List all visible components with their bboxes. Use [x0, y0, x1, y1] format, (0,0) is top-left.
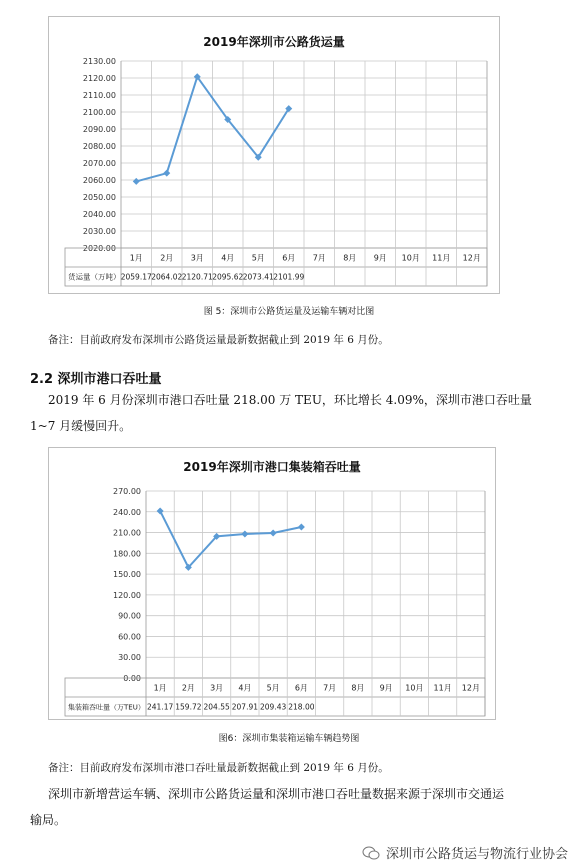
chart1-value-label: 2095.62: [212, 272, 244, 282]
chart2-data-point: [157, 507, 164, 514]
chart1-value-label: 2059.17: [120, 272, 152, 282]
chart2-caption: 图6：深圳市集装箱运输车辆趋势图: [218, 734, 360, 744]
chart1-caption: 图 5：深圳市公路货运量及运输车辆对比图: [203, 307, 375, 317]
chart1-ytick-label: 2130.00: [82, 57, 116, 66]
chart2-category-label: 1月: [153, 683, 167, 693]
chart1-ytick-label: 2090.00: [82, 125, 116, 134]
chart2-value-label: 159.72: [175, 702, 202, 712]
chart1-ytick-label: 2110.00: [82, 91, 116, 100]
paragraph-source-line2: 输局。: [30, 813, 67, 827]
paragraph-port-line2: 1~7 月缓慢回升。: [30, 419, 132, 433]
chart1-svg: [49, 17, 499, 293]
chart1-category-label: 11月: [432, 253, 451, 263]
chart2-value-label: 218.00: [288, 702, 315, 712]
chart2-value-label: 207.91: [231, 702, 258, 712]
wechat-icon: [362, 846, 380, 860]
chart-freight-volume: [48, 16, 500, 294]
chart2-ytick-label: 120.00: [113, 590, 141, 600]
chart2-category-label: 11月: [433, 683, 452, 693]
chart2-ytick-label: 60.00: [118, 632, 141, 642]
chart2-data-point: [298, 524, 305, 531]
chart2-ytick-label: 270.00: [113, 487, 141, 496]
chart1-category-label: 10月: [401, 253, 420, 263]
chart2-ytick-label: 210.00: [113, 528, 141, 538]
chart2-category-label: 2月: [181, 683, 195, 693]
note-port: 备注：目前政府发布深圳市港口吞吐量最新数据截止到 2019 年 6 月份。: [48, 762, 389, 774]
chart2-row-label: 集装箱吞吐量（万TEU）: [68, 703, 145, 712]
chart2-value-label: 209.43: [260, 702, 287, 712]
chart2-value-label: 204.55: [203, 702, 230, 712]
note-freight: 备注：目前政府发布深圳市公路货运量最新数据截止到 2019 年 6 月份。: [48, 334, 389, 346]
chart1-row-label: 货运量（万吨）: [68, 272, 121, 282]
paragraph-source-line1: 深圳市新增营运车辆、深圳市公路货运量和深圳市港口吞吐量数据来源于深圳市交通运: [48, 787, 505, 801]
chart1-value-label: 2101.99: [273, 272, 305, 282]
chart1-ytick-label: 2040.00: [82, 210, 116, 219]
chart1-ytick-label: 2050.00: [82, 193, 116, 202]
chart1-category-label: 9月: [373, 253, 387, 263]
watermark-text: 深圳市公路货运与物流行业协会: [385, 847, 568, 862]
chart1-category-label: 2月: [160, 253, 174, 263]
chart2-ytick-label: 180.00: [113, 549, 141, 559]
chart1-category-label: 7月: [312, 253, 326, 263]
chart1-category-label: 3月: [190, 253, 204, 263]
chart1-ytick-label: 2020.00: [82, 244, 116, 253]
chart1-category-label: 6月: [282, 253, 296, 263]
chart1-category-label: 12月: [462, 253, 481, 263]
chart2-category-label: 3月: [210, 683, 224, 693]
watermark: [362, 843, 568, 862]
chart1-ytick-label: 2070.00: [82, 159, 116, 168]
chart2-ytick-label: 30.00: [118, 653, 141, 663]
chart1-data-point: [163, 170, 170, 177]
chart1-category-label: 1月: [129, 253, 143, 263]
chart1-value-label: 2120.71: [181, 272, 213, 282]
chart1-ytick-label: 2080.00: [82, 142, 116, 151]
chart1-ytick-label: 2100.00: [82, 108, 116, 117]
chart1-value-label: 2073.41: [242, 272, 274, 282]
chart1-category-label: 4月: [221, 253, 235, 263]
chart1-data-point: [133, 178, 140, 185]
chart2-category-label: 6月: [294, 683, 308, 693]
chart2-category-label: 12月: [461, 683, 480, 693]
chart1-category-label: 8月: [343, 253, 357, 263]
chart1-ytick-label: 2120.00: [82, 74, 116, 83]
chart2-data-point: [241, 531, 248, 538]
chart1-title: 2019年深圳市公路货运量: [203, 35, 345, 49]
chart2-svg: [49, 448, 495, 719]
chart1-ytick-label: 2060.00: [82, 176, 116, 185]
chart2-title: 2019年深圳市港口集装箱吞吐量: [183, 460, 361, 474]
chart2-category-label: 8月: [351, 683, 365, 693]
chart2-category-label: 4月: [238, 683, 252, 693]
chart2-category-label: 7月: [323, 683, 337, 693]
paragraph-port-line1: 2019 年 6 月份深圳市港口吞吐量 218.00 万 TEU，环比增长 4.09%，深圳市港口吞吐量: [48, 393, 532, 407]
chart2-data-point: [270, 529, 277, 536]
chart2-category-label: 9月: [379, 683, 393, 693]
chart2-ytick-label: 90.00: [118, 611, 141, 621]
chart2-ytick-label: 240.00: [113, 507, 141, 517]
chart1-value-label: 2064.02: [151, 272, 183, 282]
chart2-ytick-label: 150.00: [113, 570, 141, 580]
chart2-ytick-label: 0.00: [123, 674, 141, 683]
chart2-category-label: 10月: [405, 683, 424, 693]
chart1-ytick-label: 2030.00: [82, 227, 116, 236]
chart2-value-label: 241.17: [147, 702, 174, 712]
chart1-category-label: 5月: [251, 253, 265, 263]
chart2-category-label: 5月: [266, 683, 280, 693]
chart-port-throughput: [48, 447, 496, 720]
section-heading-port: 2.2 深圳市港口吞吐量: [30, 372, 162, 387]
